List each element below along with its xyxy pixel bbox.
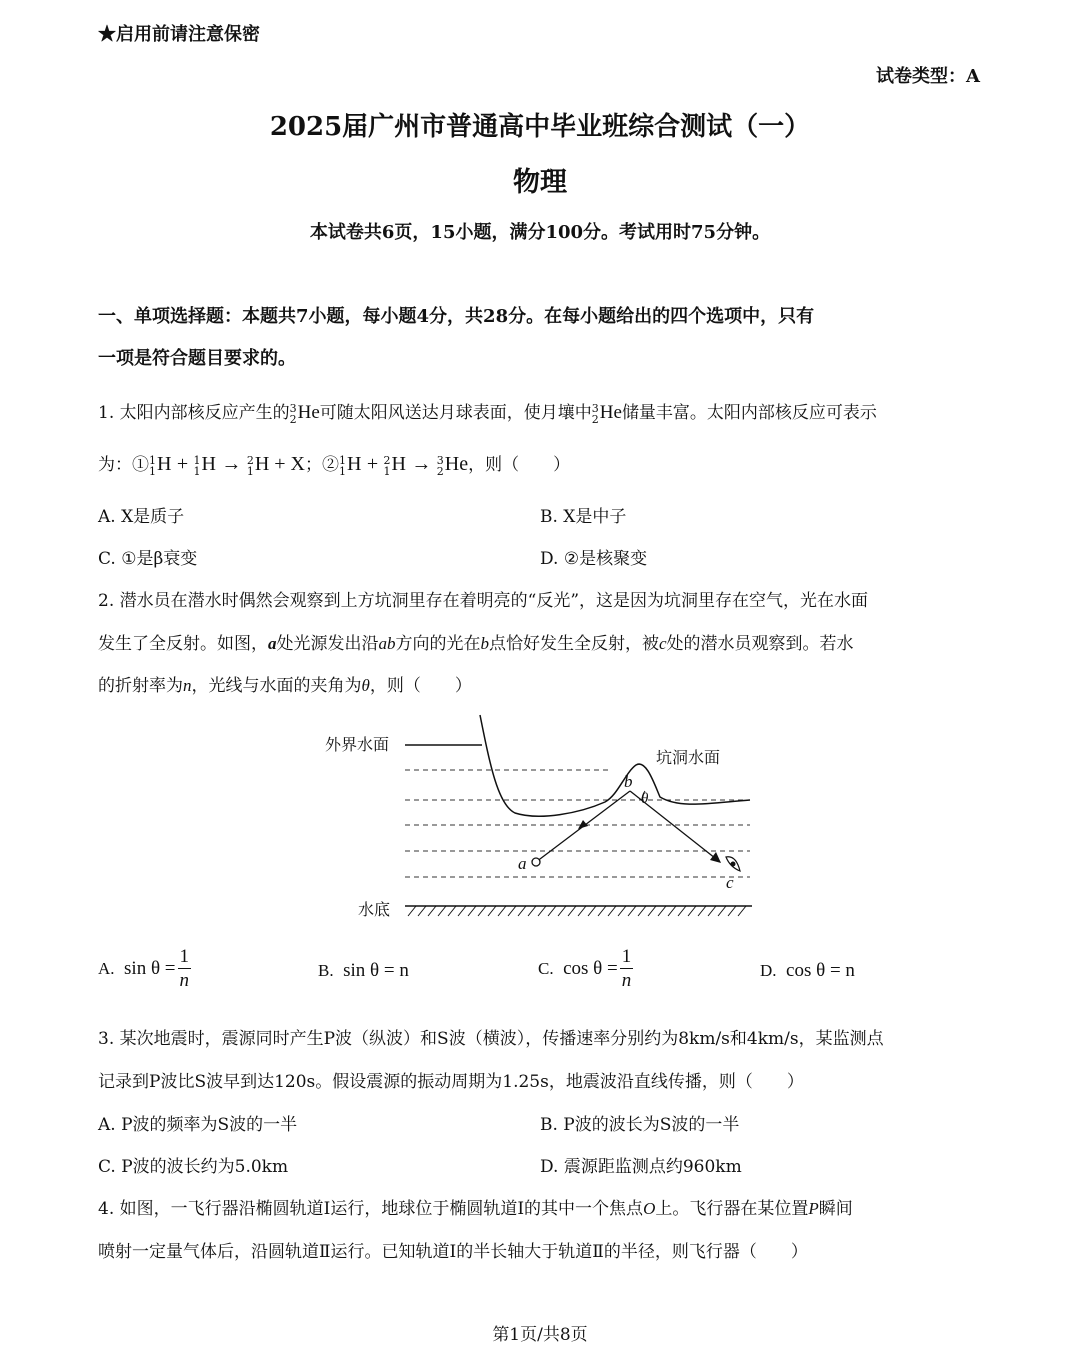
q3-line1: 3. 某次地震时，震源同时产生P波（纵波）和S波（横波），传播速率分别约为8km/s和4km/s，某监测点 xyxy=(98,1029,884,1049)
q2-option-b: B. sin θ = n xyxy=(318,960,409,981)
diver-eye-icon xyxy=(726,857,740,871)
q3-option-b: B. P波的波长为S波的一半 xyxy=(540,1115,740,1135)
q3-option-c: C. P波的波长约为5.0km xyxy=(98,1157,289,1177)
q1-option-c: C. ①是β衰变 xyxy=(98,549,198,569)
q1-option-b: B. X是中子 xyxy=(540,507,627,527)
label-c: c xyxy=(726,873,734,892)
q3-option-a: A. P波的频率为S波的一半 xyxy=(98,1115,298,1135)
q1-option-d: D. ②是核聚变 xyxy=(540,549,648,569)
q2-option-a: A. sin θ = $\frac{1}{n}$ xyxy=(98,946,190,991)
q1-option-a: A. X是质子 xyxy=(98,507,185,527)
section-heading-line2: 一项是符合题目要求的。 xyxy=(98,348,296,369)
q1-line2: 为：① 1 1 H + 1 1 H → 2 1 H + X；② 1 1 H + 2 1 H → 3 2 He，则（ ） xyxy=(98,453,571,478)
label-bottom: 水底 xyxy=(358,900,391,919)
reflected-arrow xyxy=(710,852,721,863)
label-theta: θ xyxy=(641,791,649,807)
q1-line1: 1. 太阳内部核反应产生的 3 2 He可随太阳风送达月球表面，使月壤中 3 2 He储量丰富。太阳内部核反应可表示 xyxy=(98,401,877,426)
q4-line1: 4. 如图，一飞行器沿椭圆轨道Ⅰ运行，地球位于椭圆轨道Ⅰ的其中一个焦点O上。飞行器在某位置P瞬间 xyxy=(98,1199,853,1219)
paper-type: 试卷类型：A xyxy=(876,66,980,87)
source-a-marker xyxy=(532,858,540,866)
q3-option-d: D. 震源距监测点约960km xyxy=(540,1157,742,1177)
q1-text-b: 可随太阳风送达月球表面，使月壤中 xyxy=(319,403,592,423)
label-a: a xyxy=(518,854,527,873)
label-b: b xyxy=(624,772,633,791)
exam-title: 2025届广州市普通高中毕业班综合测试（一） xyxy=(269,112,811,142)
q1-tail: ，则（ ） xyxy=(468,455,571,475)
q1-text-c: 储量丰富。太阳内部核反应可表示 xyxy=(621,403,877,423)
water-dash-lines xyxy=(405,770,750,877)
label-outer-surface: 外界水面 xyxy=(325,735,390,754)
q2-line1: 2. 潜水员在潜水时偶然会观察到上方坑洞里存在着明亮的“反光”，这是因为坑洞里存在空气，光在水面 xyxy=(98,591,869,611)
q2-option-d: D. cos θ = n xyxy=(760,960,855,981)
bottom-hatching xyxy=(408,906,746,916)
he3-isotope: 3 2 xyxy=(289,401,297,426)
q2-option-c: C. cos θ = $\frac{1}{n}$ xyxy=(538,946,632,991)
exam-info: 本试卷共6页，15小题，满分100分。考试用时75分钟。 xyxy=(309,222,771,243)
q2-line2: 发生了全反射。如图，a处光源发出沿ab方向的光在b点恰好发生全反射，被c处的潜水员观察到。若水 xyxy=(98,634,854,654)
section-heading-line1: 一、单项选择题：本题共7小题，每小题4分，共28分。在每小题给出的四个选项中，只有 xyxy=(98,306,815,327)
confidential-notice: ★启用前请注意保密 xyxy=(98,24,260,45)
subject-title: 物理 xyxy=(513,167,567,198)
q1-text-a: 1. 太阳内部核反应产生的 xyxy=(98,403,290,423)
q2-figure xyxy=(300,705,770,935)
page-number: 第1页/共8页 xyxy=(492,1325,588,1345)
q4-line2: 喷射一定量气体后，沿圆轨道Ⅱ运行。已知轨道Ⅰ的半长轴大于轨道Ⅱ的半径，则飞行器（ ） xyxy=(98,1242,808,1262)
q3-line2: 记录到P波比S波早到达120s。假设震源的振动周期为1.25s，地震波沿直线传播，则（ ） xyxy=(98,1072,804,1092)
label-cave-surface: 坑洞水面 xyxy=(656,748,721,767)
q1-eq1-rest: H + X xyxy=(254,453,305,475)
q2-line3: 的折射率为n，光线与水面的夹角为θ，则（ ） xyxy=(98,676,472,696)
